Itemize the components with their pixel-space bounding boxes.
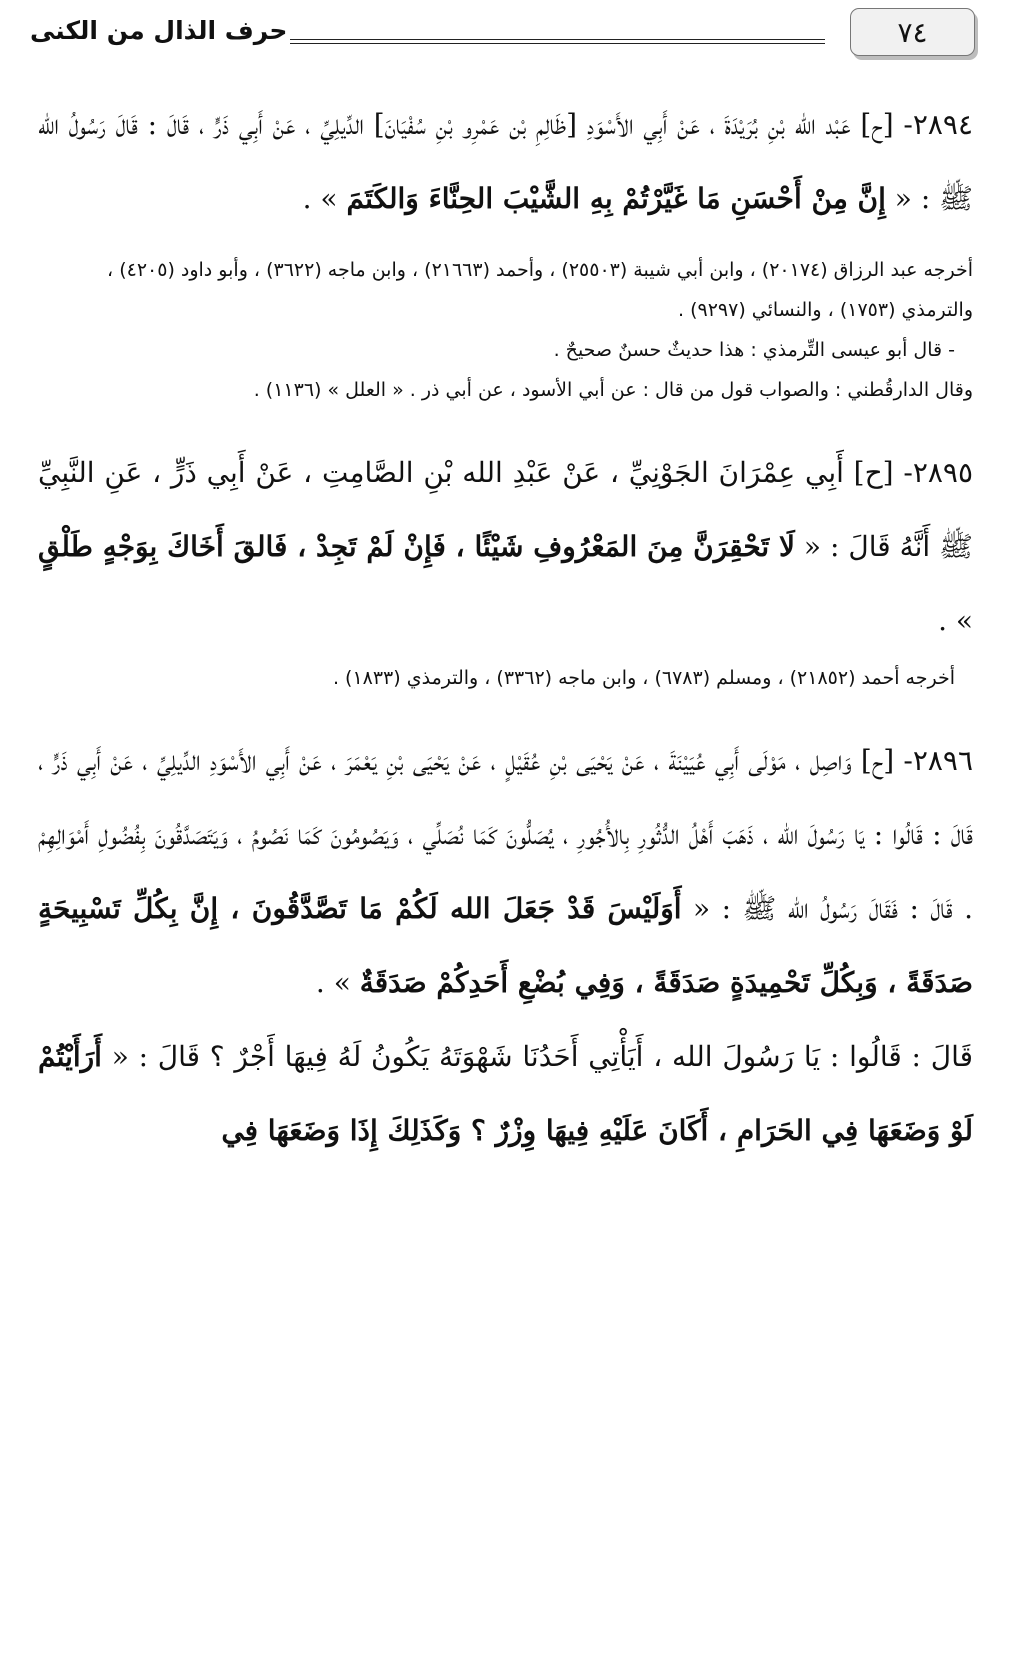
hadith-continuation-intro: قَالَ : قَالُوا : يَا رَسُولَ الله ، أَيَأْتِي أَحَدُنَا شَهْوَتَهُ يَكُونُ لَهُ فِيهَا أَجْرٌ ؟ قَالَ : « <box>101 1040 973 1073</box>
hadith-sanad: ٢٨٩٦- [ح] وَاصِل ، مَوْلَى أَبِي عُيَيْنَةَ ، عَنْ يَحْيَى بْنِ عُقَيْلٍ ، عَنْ يَحْيَى بْنِ يَعْمَرَ ، عَنْ أَبِي الأَسْوَدِ الدِّيلِيِّ ، عَنْ أَبِي ذَرٍّ ، قَالَ : قَالُوا : يَا رَسُولَ الله ، ذَهَبَ أَهْلُ الدُّثُورِ بِالأُجُورِ ، يُصَلُّونَ كَمَا نُصَلِّي ، وَيَصُومُونَ كَمَا نَصُومُ ، وَيَتَصَدَّقُونَ بِفُضُولِ أَمْوَالِهِمْ . قَالَ : فَقَالَ رَسُولُ الله ﷺ : « <box>38 744 974 925</box>
chapter-title: حرف الذال من الكنى <box>30 16 288 45</box>
takhrij-note: وقال الدارقُطني : والصواب قول من قال : عن أبي الأسود ، عن أبي ذر . « العلل » (١١٣٦) . <box>253 379 973 401</box>
hadith-matn: لَا تَحْقِرَنَّ مِنَ المَعْرُوفِ شَيْئًا ، فَإِنْ لَمْ تَجِدْ ، فَالقَ أَخَاكَ بِوَجْهٍ طَلْقٍ <box>38 530 795 563</box>
hadith-matn: إِنَّ مِنْ أَحْسَنِ مَا غَيَّرْتُمْ بِهِ الشَّيْبَ الحِنَّاءَ وَالكَتَمَ <box>346 182 886 215</box>
hadith-2896 <box>38 724 973 1020</box>
hadith-2894 <box>38 88 973 236</box>
hadith-end: » . <box>315 966 360 999</box>
takhrij-note: أخرجه أحمد (٢١٨٥٢) ، ومسلم (٦٧٨٣) ، وابن ماجه (٣٣٦٢) ، والترمذي (١٨٣٣) . <box>332 667 955 689</box>
hadith-sanad: ٢٨٩٥- [ح] أَبِي عِمْرَانَ الجَوْنِيِّ ، عَنْ عَبْدِ الله بْنِ الصَّامِتِ ، عَنْ أَبِي ذَرٍّ ، عَنِ النَّبِيِّ ﷺ أَنَّهُ قَالَ : « <box>38 456 973 563</box>
hadith-matn: أَوَلَيْسَ قَدْ جَعَلَ الله لَكُمْ مَا تَصَّدَّقُونَ ، إِنَّ بِكُلِّ تَسْبِيحَةٍ صَدَقَةً ، وَبِكُلِّ تَحْمِيدَةٍ صَدَقَةً ، وَفِي بُضْعِ أَحَدِكُمْ صَدَقَةٌ <box>38 892 973 999</box>
hadith-continuation-matn: أَرَأَيْتُمْ لَوْ وَضَعَهَا فِي الحَرَامِ ، أَكَانَ عَلَيْهِ فِيهَا وِزْرٌ ؟ وَكَذَلِكَ إِذَا وَضَعَهَا فِي <box>38 1040 973 1147</box>
takhrij-note: - قال أبو عيسى التِّرمذي : هذا حديثٌ حسنٌ صحيحٌ . <box>553 339 955 361</box>
page-body <box>38 88 973 1168</box>
hadith-sanad: ٢٨٩٤- [ح] عَبْد الله بْنِ بُرَيْدَةَ ، عَنْ أَبِي الأَسْوَدِ [ظَالِمِ بْن عَمْرِو بْنِ سُفْيَانَ] الدِّيلِيِّ ، عَنْ أَبِي ذَرٍّ ، قَالَ : قَالَ رَسُولُ الله ﷺ : « <box>38 108 973 215</box>
hadith-end: » . <box>938 604 973 637</box>
hadith-2896-continuation <box>38 1020 973 1168</box>
header-rule <box>290 39 825 44</box>
hadith-end: » . <box>302 182 347 215</box>
takhrij-note: أخرجه عبد الرزاق (٢٠١٧٤) ، وابن أبي شيبة (٢٥٥٠٣) ، وأحمد (٢١٦٦٣) ، وابن ماجه (٣٦٢٢) ، وأبو داود (٤٢٠٥) ، والترمذي (١٧٥٣) ، والنسائي (٩٢٩٧) . <box>107 259 973 321</box>
page-number: ٧٤ <box>850 8 975 56</box>
page-header <box>30 8 975 60</box>
hadith-2895 <box>38 436 973 658</box>
